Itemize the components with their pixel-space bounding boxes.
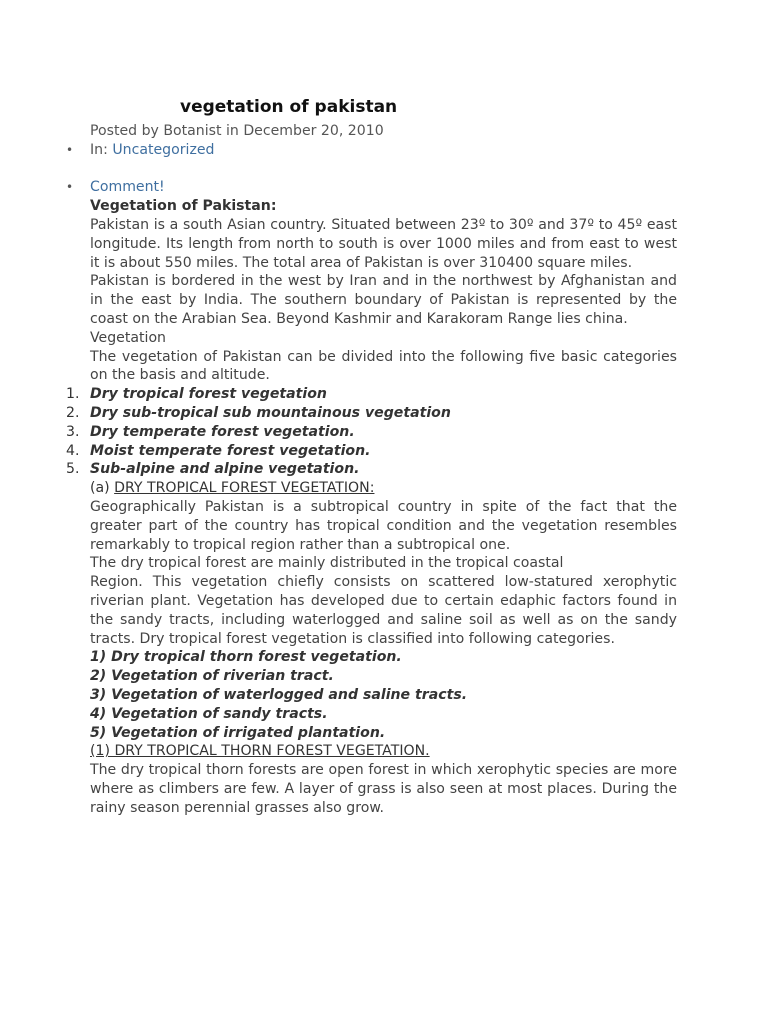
category-list [66, 385, 677, 479]
list-number: 1. [66, 386, 80, 403]
list-number: 4. [66, 442, 80, 459]
list-number: 2. [66, 404, 80, 421]
paragraph-geography: Geographically Pakistan is a subtropical country in spite of the fact that the greater part of the country has tropical condition and the vegetation resembles remarkably to tropical region rather than a subtropical one. [90, 498, 677, 553]
list-item-text: Dry tropical forest vegetation [90, 386, 327, 403]
article-heading: Vegetation of Pakistan: [90, 198, 277, 215]
list-item: 5) Vegetation of irrigated plantation. [90, 724, 386, 741]
paragraph-distribution: Region. This vegetation chiefly consists on scattered low-statured xerophytic riverian plant. Vegetation has developed due to certain edaphic factors found in the sandy tracts, including waterlogged and saline soil as well as on the sandy tracts. Dry tropical forest vegetation is classified into following categories. [90, 574, 677, 647]
list-item: 4) Vegetation of sandy tracts. [90, 705, 328, 722]
subcategory-list [90, 648, 677, 742]
list-item-text: Dry sub-tropical sub mountainous vegetation [90, 404, 451, 421]
list-number: 5. [66, 461, 80, 478]
paragraph-distribution-line: The dry tropical forest are mainly distributed in the tropical coastal [90, 555, 564, 572]
list-item [66, 385, 677, 404]
list-item-text: Sub-alpine and alpine vegetation. [90, 461, 360, 478]
category-link[interactable]: Uncategorized [112, 141, 215, 158]
list-item [66, 460, 677, 479]
list-item: 1) Dry tropical thorn forest vegetation. [90, 649, 402, 666]
spacer [90, 160, 677, 179]
section-a-prefix: (a) [90, 480, 115, 497]
section-subtitle: Vegetation [90, 329, 166, 346]
paragraph-location: Pakistan is a south Asian country. Situated between 23º to 30º and 37º to 45º east longitude. Its length from north to south is over 1000 miles and from east to west it is about 550 miles. The total area of Pakistan is over 310400 square miles. [90, 216, 677, 271]
section-1-title: (1) DRY TROPICAL THORN FOREST VEGETATION. [90, 743, 430, 760]
list-item: 2) Vegetation of riverian tract. [90, 668, 334, 685]
category-row [66, 141, 677, 160]
list-number: 3. [66, 423, 80, 440]
post-content [66, 122, 677, 817]
section-a-title: DRY TROPICAL FOREST VEGETATION: [114, 480, 375, 497]
section-a-heading [90, 479, 677, 498]
paragraph-thorn-forest: The dry tropical thorn forests are open forest in which xerophytic species are more where as climbers are few. A layer of grass is also seen at most places. During the rainy season perennial grasses also grow. [90, 762, 677, 816]
section-1-heading [90, 742, 677, 761]
paragraph-categories-intro: The vegetation of Pakistan can be divided into the following five basic categories on the basis and altitude. [90, 348, 677, 384]
category-label: In: [90, 141, 113, 158]
list-item: 3) Vegetation of waterlogged and saline tracts. [90, 686, 468, 703]
list-item-text: Dry temperate forest vegetation. [90, 423, 355, 440]
list-item-text: Moist temperate forest vegetation. [90, 442, 371, 459]
bullet-icon: • [66, 142, 74, 157]
comment-row [66, 178, 677, 197]
list-item [66, 423, 677, 442]
list-item [66, 442, 677, 461]
post-title: vegetation of pakistan [180, 97, 398, 117]
comment-link[interactable]: Comment! [90, 179, 165, 196]
posted-by-line: Posted by Botanist in December 20, 2010 [90, 123, 384, 139]
list-item [66, 404, 677, 423]
bullet-icon: • [66, 180, 74, 195]
paragraph-borders: Pakistan is bordered in the west by Iran and in the northwest by Afghanistan and in the east by India. The southern boundary of Pakistan is represented by the coast on the Arabian Sea. Beyond Kashmir and Karakoram Range lies china. [90, 273, 677, 327]
